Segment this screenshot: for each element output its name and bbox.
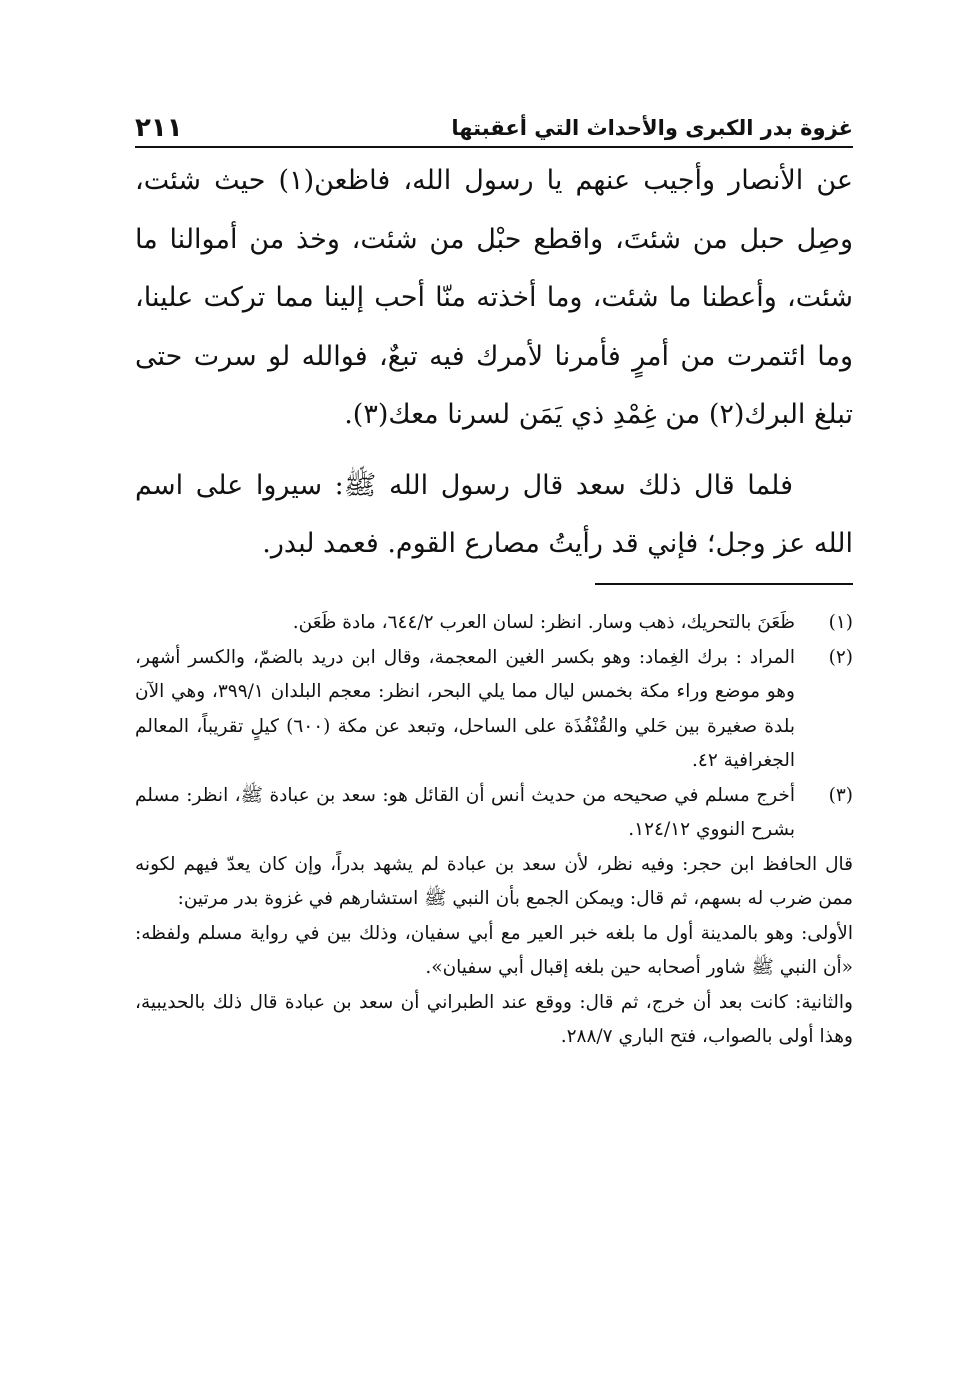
page-number: ٢١١ — [135, 113, 183, 143]
footnote-text: ظَعَنَ بالتحريك، ذهب وسار. انظر: لسان العرب ٦٤٤/٢، مادة ظَعَن. — [292, 612, 795, 633]
main-paragraph: فلما قال ذلك سعد قال رسول الله ﷺ: سيروا على اسم الله عز وجل؛ فإني قد رأيتُ مصارع القوم. فعمد لبدر. — [135, 469, 853, 559]
footnote — [135, 641, 853, 779]
footnote-number: (٣) — [828, 784, 853, 806]
footnote-text: المراد : برك الغِماد: وهو بكسر الغين المعجمة، وقال ابن دريد بالضمّ، والكسر أشهر، وهو موضع وراء مكة بخمس ليال مما يلي البحر، انظر: معجم البلدان ٣٩٩/١، وهي الآن بلدة صغيرة بين حَلي والقُنْفُذَة على الساحل، وتبعد عن مكة (٦٠٠) كيلٍ تقريباً، المعالم الجغرافية ٤٢. — [135, 646, 795, 771]
footnote-separator — [595, 583, 853, 585]
footnote-continuation: قال الحافظ ابن حجر: وفيه نظر، لأن سعد بن عبادة لم يشهد بدراً، وإن كان يعدّ فيهم لكونه ممن ضرب له بسهم، ثم قال: ويمكن الجمع بأن النبي ﷺ استشارهم في غزوة بدر مرتين: — [135, 853, 853, 909]
main-text — [135, 152, 853, 574]
footnote-number: (٢) — [828, 646, 853, 668]
footnote-text: أخرج مسلم في صحيحه من حديث أنس أن القائل هو: سعد بن عبادة ﷺ، انظر: مسلم بشرح النووي ١٢٤/١٢. — [135, 784, 795, 840]
page-header — [135, 108, 853, 144]
footnote — [135, 606, 853, 641]
running-title: غزوة بدر الكبرى والأحداث التي أعقبتها — [451, 116, 853, 140]
footnote-continuation: والثانية: كانت بعد أن خرج، ثم قال: ووقع عند الطبراني أن سعد بن عبادة قال ذلك بالحديبية، وهذا أولى بالصواب، فتح الباري ٢٨٨/٧. — [135, 991, 853, 1047]
footnote-number: (١) — [828, 612, 853, 633]
main-paragraph: عن الأنصار وأجيب عنهم يا رسول الله، فاظعن(١) حيث شئت، وصِل حبل من شئتَ، واقطع حبْل من شئت، وخذ من أموالنا ما شئت، وأعطنا ما شئت، وما أخذته منّا أحب إلينا مما تركت علينا، وما ائتمرت من أمرٍ فأمرنا لأمرك فيه تبعٌ، فوالله لو سرت حتى تبلغ البرك(٢) من غِمْدِ ذي يَمَن لسرنا معك(٣). — [135, 165, 853, 430]
footnote-continuation: الأولى: وهو بالمدينة أول ما بلغه خبر العير مع أبي سفيان، وذلك بين في رواية مسلم ولفظه: «أن النبي ﷺ شاور أصحابه حين بلغه إقبال أبي سفيان». — [135, 922, 853, 978]
header-rule — [135, 146, 853, 148]
footnotes — [135, 606, 853, 1055]
footnote — [135, 779, 853, 848]
